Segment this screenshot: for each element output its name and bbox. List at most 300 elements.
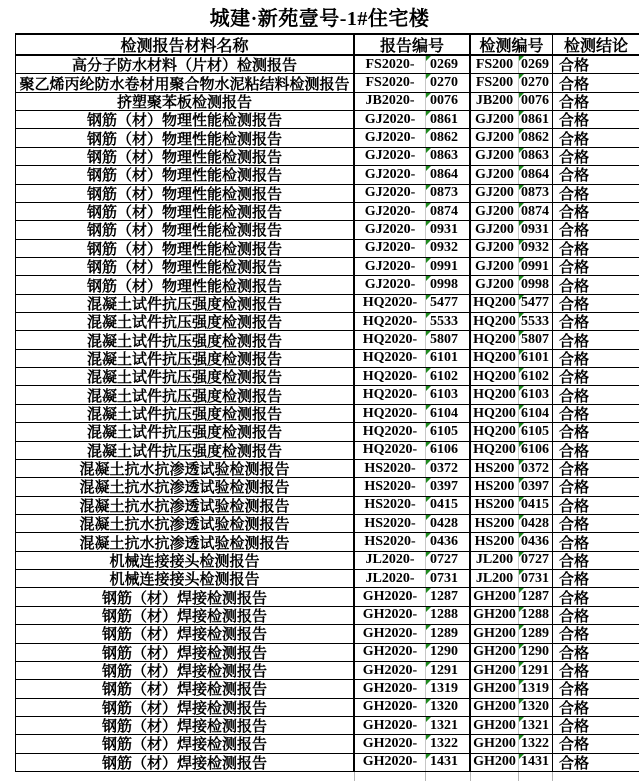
report-number-cell (426, 460, 471, 477)
material-name-cell: 混凝土试件抗压强度检测报告 (16, 386, 355, 403)
test-number-prefix-cell: JB200 (471, 93, 519, 110)
report-number-prefix-cell: GJ2020- (355, 240, 426, 257)
test-number-value: 0076 (521, 93, 549, 109)
report-number-prefix-cell: GJ2020- (355, 129, 426, 146)
test-number-cell (519, 588, 553, 605)
report-number-value: 0991 (430, 258, 458, 274)
material-name-cell: 钢筋（材）焊接检测报告 (16, 754, 355, 771)
report-number-prefix-cell: HS2020- (355, 533, 426, 550)
test-number-value: 0731 (521, 570, 549, 586)
test-number-value: 6102 (521, 368, 549, 384)
conclusion-cell: 合格 (559, 627, 590, 643)
green-triangle-flag-icon (426, 533, 431, 538)
report-number-value: 0931 (430, 221, 458, 237)
test-number-cell (519, 129, 553, 146)
table-row (16, 56, 639, 74)
test-number-cell (519, 166, 553, 183)
report-number-prefix-cell: HQ2020- (355, 368, 426, 385)
report-number-prefix-cell: GJ2020- (355, 166, 426, 183)
test-number-cell (519, 221, 553, 238)
table-row (16, 680, 639, 698)
report-number-prefix-cell: HS2020- (355, 497, 426, 514)
green-triangle-flag-icon (426, 644, 431, 649)
test-number-prefix-cell: GJ200 (471, 203, 519, 220)
material-name-cell: 钢筋（材）焊接检测报告 (16, 607, 355, 624)
report-number-cell (426, 644, 471, 661)
report-number-value: 0862 (430, 130, 458, 146)
table-row (16, 368, 639, 386)
report-number-prefix-cell: GJ2020- (355, 111, 426, 128)
report-number-prefix-cell: GJ2020- (355, 276, 426, 293)
report-number-cell (426, 423, 471, 440)
report-number-cell (426, 588, 471, 605)
green-triangle-flag-icon (519, 111, 524, 116)
report-number-prefix-cell: GH2020- (355, 662, 426, 679)
test-number-value: 0863 (521, 148, 549, 164)
green-triangle-flag-icon (519, 717, 524, 722)
test-number-value: 1431 (521, 754, 549, 770)
green-triangle-flag-icon (426, 699, 431, 704)
report-number-cell (426, 276, 471, 293)
report-number-prefix-cell: GH2020- (355, 680, 426, 697)
test-number-prefix-cell: GJ200 (471, 111, 519, 128)
table-row (16, 295, 639, 313)
conclusion-cell: 合格 (559, 388, 590, 404)
conclusion-cell: 合格 (559, 315, 590, 331)
material-name-cell: 混凝土试件抗压强度检测报告 (16, 368, 355, 385)
green-triangle-flag-icon (426, 680, 431, 685)
conclusion-cell: 合格 (559, 223, 590, 239)
report-number-cell (426, 185, 471, 202)
table-row (16, 644, 639, 662)
report-number-cell (426, 497, 471, 514)
table-row (16, 185, 639, 203)
test-number-cell (519, 185, 553, 202)
table-row (16, 331, 639, 349)
report-number-value: 1431 (430, 754, 458, 770)
report-number-cell (426, 93, 471, 110)
material-name-cell: 钢筋（材）物理性能检测报告 (16, 258, 355, 275)
table-row (16, 240, 639, 258)
report-number-value: 5533 (430, 313, 458, 329)
test-number-prefix-cell: GJ200 (471, 258, 519, 275)
green-triangle-flag-icon (426, 754, 431, 759)
column-header-conclusion: 检测结论 (563, 38, 628, 54)
green-triangle-flag-icon (519, 405, 524, 410)
report-number-prefix-cell: HQ2020- (355, 386, 426, 403)
conclusion-cell: 合格 (559, 498, 590, 514)
conclusion-cell: 合格 (559, 553, 590, 570)
test-number-prefix-cell: HQ200 (471, 442, 519, 459)
test-number-prefix-cell: HQ200 (471, 368, 519, 385)
report-number-value: 0998 (430, 276, 458, 292)
green-triangle-flag-icon (426, 240, 431, 245)
test-number-prefix-cell: JL200 (471, 552, 519, 569)
column-header-test-number: 检测编号 (471, 35, 553, 54)
report-number-value: 0731 (430, 570, 458, 586)
test-number-cell (519, 570, 553, 587)
report-number-prefix-cell: GH2020- (355, 644, 426, 661)
green-triangle-flag-icon (519, 56, 524, 61)
test-number-cell (519, 56, 553, 73)
test-number-value: 1290 (521, 644, 549, 660)
conclusion-cell: 合格 (559, 278, 590, 294)
report-number-value: 6104 (430, 405, 458, 421)
green-triangle-flag-icon (426, 625, 431, 630)
green-triangle-flag-icon (426, 331, 431, 336)
test-number-cell (519, 203, 553, 220)
test-number-cell (519, 699, 553, 716)
table-row (16, 74, 639, 92)
test-number-value: 0931 (521, 221, 549, 237)
green-triangle-flag-icon (519, 295, 524, 300)
material-name-cell: 钢筋（材）物理性能检测报告 (16, 203, 355, 220)
test-number-value: 0397 (521, 478, 549, 494)
conclusion-cell: 合格 (559, 351, 590, 368)
test-number-cell (519, 607, 553, 624)
material-name-cell: 钢筋（材）焊接检测报告 (16, 625, 355, 642)
report-number-cell (426, 735, 471, 752)
test-number-value: 6104 (521, 405, 549, 421)
test-number-value: 1289 (521, 625, 549, 641)
green-triangle-flag-icon (426, 717, 431, 722)
green-triangle-flag-icon (426, 405, 431, 410)
report-number-cell (426, 662, 471, 679)
green-triangle-flag-icon (426, 588, 431, 593)
report-number-cell (426, 111, 471, 128)
report-number-value: 5477 (430, 295, 458, 311)
green-triangle-flag-icon (519, 276, 524, 281)
green-triangle-flag-icon (426, 93, 431, 98)
test-number-cell (519, 442, 553, 459)
report-number-value: 0397 (430, 478, 458, 494)
report-number-prefix-cell: GH2020- (355, 699, 426, 716)
test-number-value: 0415 (521, 497, 549, 513)
test-number-prefix-cell: HS200 (471, 460, 519, 477)
test-number-value: 1322 (521, 735, 549, 751)
green-triangle-flag-icon (426, 295, 431, 300)
report-number-cell (426, 313, 471, 330)
test-number-value: 0873 (521, 185, 549, 201)
conclusion-cell: 合格 (559, 755, 590, 772)
test-number-prefix-cell: GH200 (471, 607, 519, 624)
report-number-cell (426, 56, 471, 73)
conclusion-cell: 合格 (559, 719, 590, 735)
report-number-prefix-cell: JB2020- (355, 93, 426, 110)
conclusion-cell: 合格 (559, 113, 590, 129)
test-number-value: 5533 (521, 313, 549, 329)
green-triangle-flag-icon (426, 74, 431, 79)
report-number-value: 6103 (430, 387, 458, 403)
test-number-cell (519, 478, 553, 495)
conclusion-cell: 合格 (559, 682, 590, 698)
report-number-value: 0873 (430, 185, 458, 201)
test-number-value: 0436 (521, 534, 549, 550)
conclusion-cell: 合格 (559, 131, 590, 147)
test-number-prefix-cell: GJ200 (471, 166, 519, 183)
green-triangle-flag-icon (519, 185, 524, 190)
green-triangle-flag-icon (519, 129, 524, 134)
conclusion-cell: 合格 (559, 76, 590, 92)
conclusion-cell: 合格 (559, 535, 590, 551)
conclusion-cell: 合格 (559, 664, 590, 680)
table-row (16, 552, 639, 570)
material-name-cell: 钢筋（材）焊接检测报告 (16, 588, 355, 605)
table-row (16, 607, 639, 625)
report-number-prefix-cell: GJ2020- (355, 148, 426, 165)
report-number-cell (426, 368, 471, 385)
report-number-value: 1291 (430, 662, 458, 678)
material-name-cell: 钢筋（材）物理性能检测报告 (16, 148, 355, 165)
conclusion-cell: 合格 (559, 443, 590, 459)
conclusion-cell: 合格 (559, 590, 590, 606)
report-number-value: 0415 (430, 497, 458, 513)
report-number-value: 0076 (430, 93, 458, 109)
material-name-cell: 混凝土抗水抗渗透试验检测报告 (16, 515, 355, 532)
green-triangle-flag-icon (519, 515, 524, 520)
green-triangle-flag-icon (426, 276, 431, 281)
test-number-prefix-cell: HQ200 (471, 386, 519, 403)
table-row (16, 405, 639, 423)
green-triangle-flag-icon (426, 662, 431, 667)
test-number-value: 6103 (521, 387, 549, 403)
material-name-cell: 机械连接接头检测报告 (16, 552, 355, 569)
conclusion-cell: 合格 (559, 168, 590, 184)
green-triangle-flag-icon (519, 386, 524, 391)
conclusion-cell: 合格 (559, 241, 590, 257)
report-number-cell (426, 570, 471, 587)
test-number-value: 0428 (521, 515, 549, 531)
test-number-cell (519, 295, 553, 312)
report-number-cell (426, 386, 471, 403)
test-number-cell (519, 460, 553, 477)
green-triangle-flag-icon (519, 258, 524, 263)
conclusion-cell: 合格 (559, 94, 590, 111)
report-number-prefix-cell: GH2020- (355, 735, 426, 752)
report-number-cell (426, 221, 471, 238)
column-header-material: 检测报告材料名称 (16, 35, 355, 54)
report-number-prefix-cell: HQ2020- (355, 313, 426, 330)
material-name-cell: 混凝土试件抗压强度检测报告 (16, 405, 355, 422)
report-number-value: 1290 (430, 644, 458, 660)
test-number-cell (519, 74, 553, 91)
conclusion-cell: 合格 (559, 737, 590, 753)
report-number-cell (426, 754, 471, 771)
green-triangle-flag-icon (519, 533, 524, 538)
material-name-cell: 钢筋（材）焊接检测报告 (16, 662, 355, 679)
report-number-prefix-cell: GH2020- (355, 625, 426, 642)
material-name-cell: 混凝土试件抗压强度检测报告 (16, 331, 355, 348)
green-triangle-flag-icon (519, 423, 524, 428)
test-number-prefix-cell: GH200 (471, 588, 519, 605)
test-number-value: 6106 (521, 442, 549, 458)
table-row (16, 717, 639, 735)
test-number-prefix-cell: GJ200 (471, 276, 519, 293)
test-number-prefix-cell: GH200 (471, 717, 519, 734)
report-number-cell (426, 240, 471, 257)
green-triangle-flag-icon (519, 74, 524, 79)
report-number-value: 0932 (430, 240, 458, 256)
material-name-cell: 混凝土试件抗压强度检测报告 (16, 350, 355, 367)
test-number-cell (519, 515, 553, 532)
green-triangle-flag-icon (519, 148, 524, 153)
material-name-cell: 钢筋（材）物理性能检测报告 (16, 185, 355, 202)
test-number-value: 0861 (521, 111, 549, 127)
report-number-cell (426, 129, 471, 146)
material-name-cell: 混凝土抗水抗渗透试验检测报告 (16, 460, 355, 477)
green-triangle-flag-icon (519, 93, 524, 98)
table-body (16, 56, 639, 772)
report-number-value: 0861 (430, 111, 458, 127)
conclusion-cell: 合格 (559, 296, 590, 313)
report-number-value: 1288 (430, 607, 458, 623)
green-triangle-flag-icon (519, 221, 524, 226)
gridline-stub (518, 772, 519, 781)
test-number-cell (519, 350, 553, 367)
report-number-value: 1287 (430, 589, 458, 605)
test-number-value: 0727 (521, 552, 549, 568)
report-number-value: 0874 (430, 203, 458, 219)
table-row (16, 735, 639, 753)
green-triangle-flag-icon (519, 331, 524, 336)
material-name-cell: 钢筋（材）物理性能检测报告 (16, 276, 355, 293)
table-row (16, 258, 639, 276)
table-row (16, 625, 639, 643)
report-number-cell (426, 680, 471, 697)
test-number-prefix-cell: HQ200 (471, 405, 519, 422)
report-number-value: 0863 (430, 148, 458, 164)
material-name-cell: 钢筋（材）焊接检测报告 (16, 699, 355, 716)
test-number-value: 1321 (521, 717, 549, 733)
test-number-prefix-cell: HQ200 (471, 331, 519, 348)
material-name-cell: 机械连接接头检测报告 (16, 570, 355, 587)
table-row (16, 423, 639, 441)
table-row (16, 203, 639, 221)
report-number-prefix-cell: GJ2020- (355, 221, 426, 238)
report-number-value: 5807 (430, 332, 458, 348)
table-row (16, 313, 639, 331)
test-number-prefix-cell: GH200 (471, 625, 519, 642)
material-name-cell: 混凝土试件抗压强度检测报告 (16, 295, 355, 312)
conclusion-cell: 合格 (559, 608, 590, 625)
test-number-prefix-cell: GH200 (471, 644, 519, 661)
page-title: 城建·新苑壹号-1#住宅楼 (209, 8, 430, 30)
report-number-prefix-cell: GJ2020- (355, 258, 426, 275)
report-number-cell (426, 203, 471, 220)
green-triangle-flag-icon (426, 423, 431, 428)
table-row (16, 148, 639, 166)
report-number-prefix-cell: HQ2020- (355, 350, 426, 367)
material-name-cell: 钢筋（材）物理性能检测报告 (16, 221, 355, 238)
material-name-cell: 混凝土抗水抗渗透试验检测报告 (16, 497, 355, 514)
conclusion-cell: 合格 (559, 260, 590, 276)
report-number-value: 0372 (430, 460, 458, 476)
material-name-cell: 钢筋（材）物理性能检测报告 (16, 240, 355, 257)
green-triangle-flag-icon (519, 478, 524, 483)
green-triangle-flag-icon (426, 386, 431, 391)
conclusion-cell: 合格 (559, 572, 590, 588)
green-triangle-flag-icon (519, 625, 524, 630)
green-triangle-flag-icon (519, 240, 524, 245)
table-row (16, 276, 639, 294)
test-number-prefix-cell: HQ200 (471, 350, 519, 367)
report-number-value: 0269 (430, 56, 458, 72)
conclusion-cell: 合格 (559, 425, 590, 441)
report-number-value: 6101 (430, 350, 458, 366)
conclusion-cell: 合格 (559, 700, 590, 716)
report-number-cell (426, 607, 471, 624)
material-name-cell: 高分子防水材料（片材）检测报告 (16, 56, 355, 73)
material-name-cell: 钢筋（材）焊接检测报告 (16, 680, 355, 697)
test-number-cell (519, 240, 553, 257)
test-number-cell (519, 368, 553, 385)
green-triangle-flag-icon (519, 607, 524, 612)
conclusion-cell: 合格 (559, 205, 590, 221)
conclusion-cell: 合格 (559, 407, 590, 423)
conclusion-cell: 合格 (559, 480, 590, 496)
test-number-cell (519, 533, 553, 550)
report-number-value: 1289 (430, 625, 458, 641)
report-number-prefix-cell: FS2020- (355, 74, 426, 91)
report-number-prefix-cell: GH2020- (355, 607, 426, 624)
test-number-value: 0270 (521, 75, 549, 91)
material-name-cell: 混凝土试件抗压强度检测报告 (16, 442, 355, 459)
test-number-cell (519, 276, 553, 293)
test-number-cell (519, 754, 553, 771)
test-number-cell (519, 148, 553, 165)
test-number-cell (519, 313, 553, 330)
report-table (15, 33, 639, 772)
test-number-value: 0864 (521, 166, 549, 182)
table-row (16, 442, 639, 460)
material-name-cell: 钢筋（材）物理性能检测报告 (16, 129, 355, 146)
green-triangle-flag-icon (426, 148, 431, 153)
report-number-prefix-cell: GJ2020- (355, 185, 426, 202)
report-number-cell (426, 331, 471, 348)
report-number-value: 1322 (430, 735, 458, 751)
report-number-cell (426, 295, 471, 312)
report-number-value: 0270 (430, 75, 458, 91)
test-number-value: 0269 (521, 56, 549, 72)
green-triangle-flag-icon (426, 442, 431, 447)
test-number-prefix-cell: GH200 (471, 754, 519, 771)
table-row (16, 662, 639, 680)
report-number-value: 0428 (430, 515, 458, 531)
test-number-prefix-cell: HS200 (471, 515, 519, 532)
report-number-cell (426, 350, 471, 367)
green-triangle-flag-icon (519, 680, 524, 685)
report-number-prefix-cell: JL2020- (355, 552, 426, 569)
test-number-value: 0372 (521, 460, 549, 476)
table-row (16, 129, 639, 147)
test-number-cell (519, 644, 553, 661)
test-number-value: 6105 (521, 423, 549, 439)
report-number-value: 0436 (430, 534, 458, 550)
report-number-prefix-cell: GH2020- (355, 588, 426, 605)
table-row (16, 478, 639, 496)
table-row (16, 166, 639, 184)
table-row (16, 111, 639, 129)
green-triangle-flag-icon (426, 570, 431, 575)
green-triangle-flag-icon (519, 754, 524, 759)
test-number-prefix-cell: GH200 (471, 699, 519, 716)
green-triangle-flag-icon (519, 662, 524, 667)
test-number-value: 5477 (521, 295, 549, 311)
report-number-cell (426, 442, 471, 459)
report-number-value: 6102 (430, 368, 458, 384)
report-number-cell (426, 166, 471, 183)
gridline-stub (354, 772, 355, 781)
